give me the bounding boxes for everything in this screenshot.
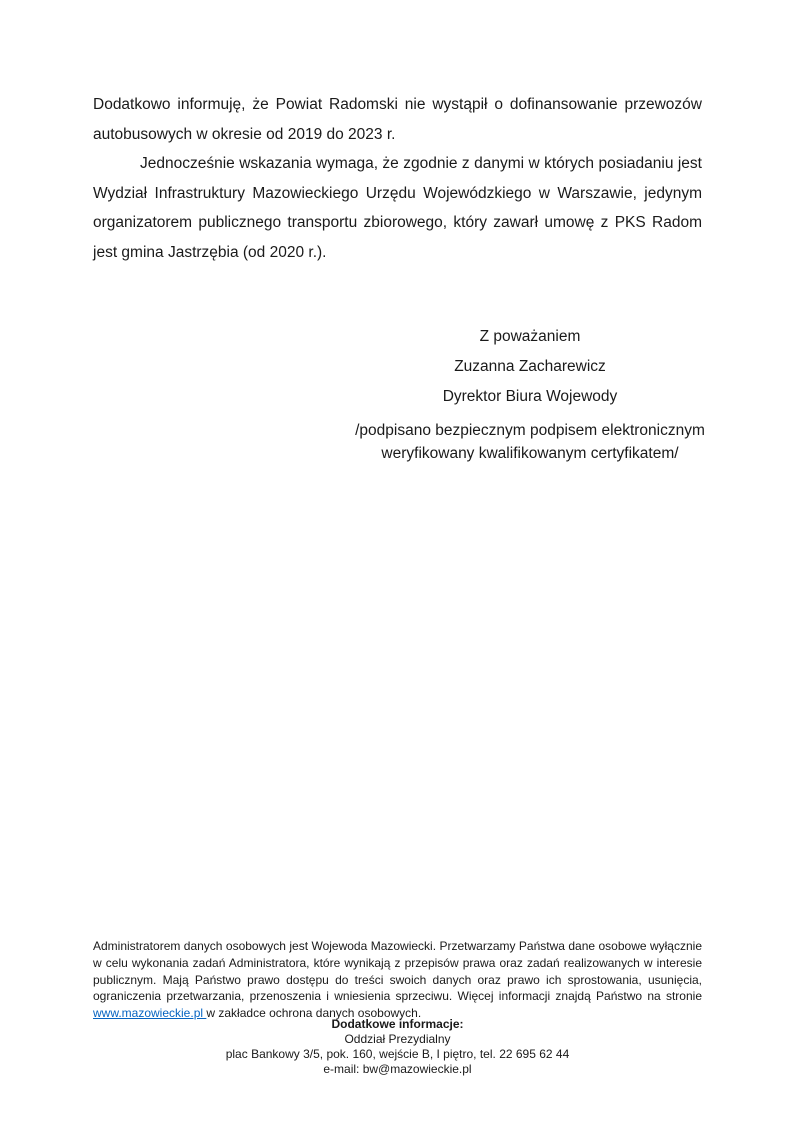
esignature-note-line2: weryfikowany kwalifikowanym certyfikatem/ <box>381 445 679 462</box>
signatory-title: Dyrektor Biura Wojewody <box>442 388 618 405</box>
contact-address: plac Bankowy 3/5, pok. 160, wejście B, I piętro, tel. 22 695 62 44 <box>225 1047 570 1061</box>
letter-body <box>93 90 702 267</box>
esignature-note-line1: /podpisano bezpiecznym podpisem elektronicznym <box>355 422 705 439</box>
esignature-note <box>320 419 740 465</box>
rodo-text-before: Administratorem danych osobowych jest Wojewoda Mazowiecki. Przetwarzamy Państwa dane osobowe wyłącznie w celu wykonania zadań Administratora, które wynikają z przepisów prawa oraz zadań realizowanych w interesie publicznym. Mają Państwo prawo dostępu do treści swoich danych oraz prawo ich sprostowania, usunięcia, ograniczenia przetwarzania, przenoszenia i wniesienia sprzeciwu. Więcej informacji znajdą Państwo na stronie <box>93 939 702 1004</box>
body-paragraph-2: Jednocześnie wskazania wymaga, że zgodnie z danymi w których posiadaniu jest Wydział Infrastruktury Mazowieckiego Urzędu Wojewódzkiego w Warszawie, jedynym organizatorem publicznego transportu zbiorowego, który zawarł umowę z PKS Radom jest gmina Jastrzębia (od 2020 r.). <box>93 155 702 261</box>
contact-department: Oddział Prezydialny <box>344 1032 451 1046</box>
contact-heading: Dodatkowe informacje: <box>331 1017 464 1031</box>
contact-info-block <box>93 1017 702 1077</box>
signature-block <box>320 322 740 465</box>
body-paragraph-1: Dodatkowo informuję, że Powiat Radomski nie wystąpił o dofinansowanie przewozów autobusowych w okresie od 2019 do 2023 r. <box>93 96 702 143</box>
rodo-website-link[interactable]: www.mazowieckie.pl <box>93 1006 207 1021</box>
rodo-privacy-notice <box>93 938 702 1022</box>
signatory-name: Zuzanna Zacharewicz <box>454 358 606 375</box>
contact-email: e-mail: bw@mazowieckie.pl <box>323 1062 472 1076</box>
rodo-text-after: w zakładce ochrona danych osobowych. <box>206 1006 422 1021</box>
closing-phrase: Z poważaniem <box>479 328 581 345</box>
